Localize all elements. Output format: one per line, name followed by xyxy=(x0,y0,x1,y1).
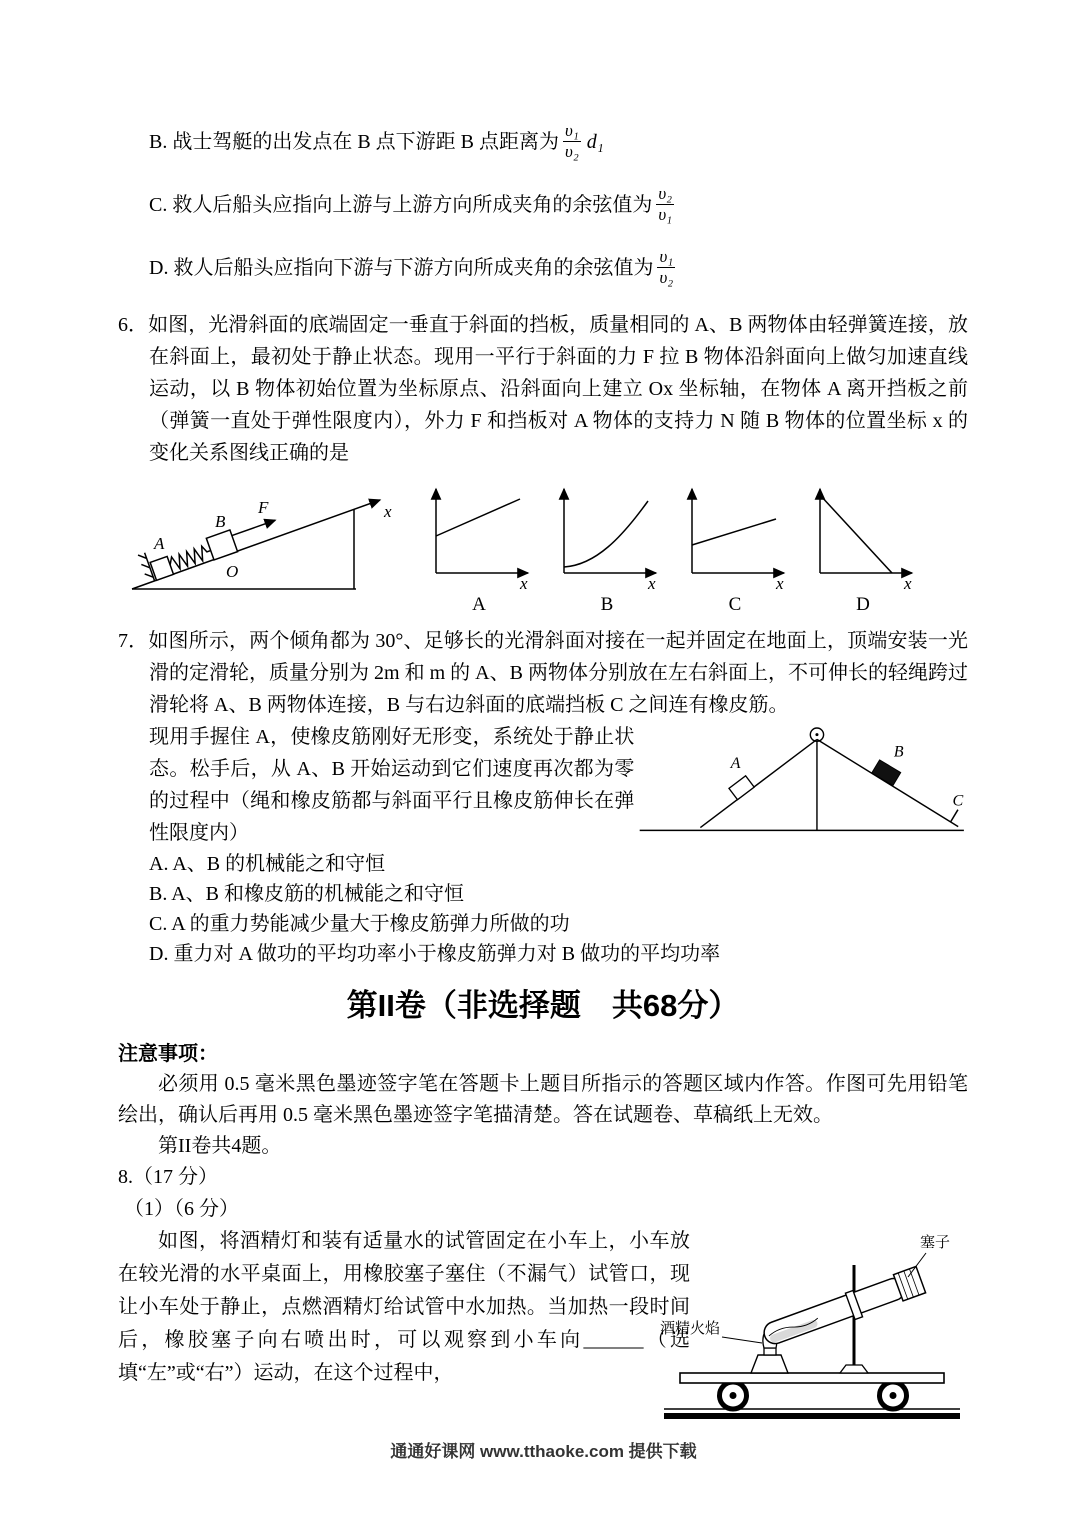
label-stopper: 塞子 xyxy=(920,1235,951,1251)
option-b-post: d₁ xyxy=(586,130,604,153)
question7-options xyxy=(118,849,968,969)
graph-b-label: B xyxy=(600,594,614,615)
option-c xyxy=(118,173,968,236)
graph-option-b xyxy=(548,479,666,617)
incline-spring-diagram xyxy=(118,487,410,605)
incline-spring-figure xyxy=(118,487,410,615)
option-d-text: D. 救人后船头应指向下游与下游方向所成夹角的余弦值为 xyxy=(149,256,654,279)
option-b-text: B. 战士驾艇的出发点在 B 点下游距 B 点距离为 xyxy=(149,130,560,153)
option-c-text: C. 救人后船头应指向上游与上游方向所成夹角的余弦值为 xyxy=(149,193,653,216)
page-footer: 通通好课网 www.tthaoke.com 提供下载 xyxy=(390,1442,697,1461)
graph-a-label: A xyxy=(472,594,486,615)
graph-option-d xyxy=(804,479,922,617)
q7-option-c: C. A 的重力势能减少量大于橡皮筋弹力所做的功 xyxy=(149,913,570,935)
fraction-denominator: υ₂ xyxy=(565,142,579,161)
notes-paragraph-2: 第II卷共4题。 xyxy=(158,1135,282,1157)
label-block-a: A xyxy=(731,754,741,772)
cart-testtube-diagram xyxy=(658,1231,966,1429)
fraction-numerator: υ₁ xyxy=(565,121,579,140)
graph-b-plot xyxy=(548,479,666,591)
question6-text: 6．如图，光滑斜面的底端固定一垂直于斜面的挡板，质量相同的 A、B 两物体由轻弹簧连接，放在斜面上，最初处于静止状态。现用一平行于斜面的力 F 拉 B 物体沿斜面向上做匀加速直线运动，以 B 物体初始位置为坐标原点、沿斜面向上建立 Ox 坐标轴，在物体 A 离开挡板之前（弹簧一直处于弹性限度内），外力 F 和挡板对 A 物体的支持力 N 随 B 物体的位置坐标 x 的变化关系图线正确的是 xyxy=(118,314,968,464)
notes-title: 注意事项： xyxy=(118,1043,218,1065)
fraction-v1-v2 xyxy=(657,247,675,288)
notes-section xyxy=(118,1039,968,1162)
question7-text-part2: 现用手握住 A，使橡皮筋刚好无形变，系统处于静止状态。松手后，从 A、B 开始运动到它们速度再次都为零的过程中（绳和橡皮筋都与斜面平行且橡皮筋伸长在弹性限度内） xyxy=(149,726,635,844)
fraction-numerator: υ₁ xyxy=(659,247,674,266)
axis-x-label: x xyxy=(520,574,528,591)
graph-d-plot xyxy=(804,479,922,591)
label-block-b: B xyxy=(215,512,226,531)
label-force-f: F xyxy=(258,498,269,517)
fraction-denominator: υ₂ xyxy=(659,268,674,287)
graph-a-plot xyxy=(420,479,538,591)
fraction-numerator: υ₂ xyxy=(658,184,673,203)
graph-d-label: D xyxy=(856,594,870,615)
section2-heading: 第II卷（非选择题 共68分） xyxy=(346,988,740,1023)
axis-x-label: x xyxy=(648,574,656,591)
question6-figures xyxy=(118,479,968,617)
question7-text-part1: 7．如图所示，两个倾角都为 30°、足够长的光滑斜面对接在一起并固定在地面上，顶端安装一光滑的定滑轮，质量分别为 2m 和 m 的 A、B 两物体分别放在左右斜面上，不可伸长的轻绳跨过滑轮将 A、B 两物体连接，B 与右边斜面的底端挡板 C 之间连有橡皮筋。 xyxy=(118,630,968,716)
q7-option-d: D. 重力对 A 做功的平均功率小于橡皮筋弹力对 B 做功的平均功率 xyxy=(149,943,721,965)
question8 xyxy=(118,1162,968,1430)
label-axis-x: x xyxy=(384,502,392,521)
axis-x-label: x xyxy=(904,574,912,591)
q7-option-b: B. A、B 和橡皮筋的机械能之和守恒 xyxy=(149,883,465,905)
q7-option-a: A. A、B 的机械能之和守恒 xyxy=(149,853,386,875)
axis-x-label: x xyxy=(776,574,784,591)
label-block-a: A xyxy=(154,534,165,553)
graph-c-label: C xyxy=(728,594,742,615)
question7 xyxy=(118,625,968,969)
double-incline-pulley-diagram xyxy=(634,717,968,849)
fraction-v2-v1 xyxy=(656,184,674,225)
question8-subheader: （1）（6 分） xyxy=(124,1198,239,1220)
graph-option-c xyxy=(676,479,794,617)
label-origin-o: O xyxy=(226,562,239,581)
fraction-v1-v2 xyxy=(563,121,581,162)
question8-header: 8.（17 分） xyxy=(118,1166,218,1188)
graph-option-a xyxy=(420,479,538,617)
label-block-b: B xyxy=(894,743,904,761)
question8-body xyxy=(118,1225,968,1430)
label-baffle-c: C xyxy=(952,792,964,810)
fraction-denominator: υ₁ xyxy=(658,205,673,224)
question5-options xyxy=(118,110,968,299)
question8-text: 如图，将酒精灯和装有适量水的试管固定在小车上，小车放在较光滑的水平桌面上，用橡胶塞子塞住（不漏气）试管口，现让小车处于静止，点燃酒精灯给试管中水加热。当加热一段时间后，橡胶塞子向右喷出时，可以观察到小车向______（选填“左”或“右”）运动，在这个过程中， xyxy=(118,1230,690,1384)
option-b xyxy=(118,110,968,173)
label-alcohol-flame: 酒精火焰 xyxy=(660,1321,721,1337)
graph-c-plot xyxy=(676,479,794,591)
page-content xyxy=(118,110,968,1430)
question7-middle xyxy=(118,721,968,849)
notes-paragraph-1: 必须用 0.5 毫米黑色墨迹签字笔在答题卡上题目所指示的答题区域内作答。作图可先用铅笔绘出，确认后再用 0.5 毫米黑色墨迹签字笔描清楚。答在试题卷、草稿纸上无效。 xyxy=(118,1073,968,1126)
option-d xyxy=(118,236,968,299)
